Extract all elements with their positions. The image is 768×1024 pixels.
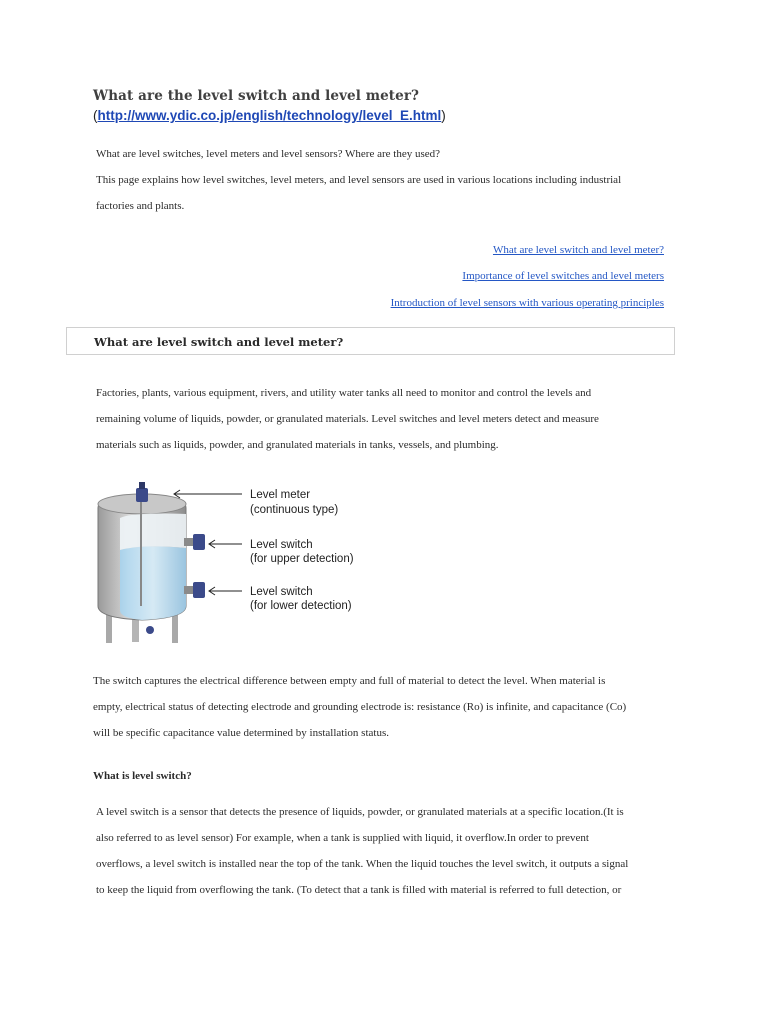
para1-line-1: Factories, plants, various equipment, rivers, and utility water tanks all need to monitor and control the levels and <box>96 387 592 399</box>
toc-link-introduction[interactable]: Introduction of level sensors with various operating principles <box>390 297 664 309</box>
para3-line-4: to keep the liquid from overflowing the tank. (To detect that a tank is filled with material is referred to full detection, or <box>96 884 622 896</box>
intro-line-1: What are level switches, level meters and level sensors? Where are they used? <box>96 148 441 160</box>
intro-line-3: factories and plants. <box>96 200 185 212</box>
para1-line-3: materials such as liquids, powder, and granulated materials in tanks, vessels, and plumbing. <box>96 439 499 451</box>
label-level-switch-upper: Level switch <box>250 539 313 551</box>
section-heading-box <box>66 327 675 355</box>
label-lower-detection: (for lower detection) <box>250 600 352 612</box>
para3-line-3: overflows, a level switch is installed near the top of the tank. When the liquid touches the level switch, it outputs a signal <box>96 858 629 870</box>
source-line <box>93 108 446 123</box>
label-upper-detection: (for upper detection) <box>250 553 354 565</box>
section-heading: What are level switch and level meter? <box>94 335 344 349</box>
para3-line-1: A level switch is a sensor that detects the presence of liquids, powder, or granulated materials at a specific location.(It is <box>96 806 624 818</box>
label-continuous-type: (continuous type) <box>250 504 339 516</box>
para2-line-1: The switch captures the electrical difference between empty and full of material to detect the level. When material is <box>93 675 606 687</box>
para3-line-2: also referred to as level sensor) For example, when a tank is supplied with liquid, it overflow.In order to prevent <box>96 832 589 844</box>
page-title: What are the level switch and level meter? <box>93 88 420 104</box>
source-open-paren: ( <box>93 108 98 123</box>
tank-illustration <box>98 482 205 643</box>
subheading-level-switch: What is level switch? <box>93 770 192 782</box>
toc-link-level-switch-meter[interactable]: What are level switch and level meter? <box>492 244 664 256</box>
toc-link-importance[interactable]: Importance of level switches and level meters <box>462 270 664 282</box>
para1-line-2: remaining volume of liquids, powder, or granulated materials. Level switches and level meters detect and measure <box>96 413 599 425</box>
label-level-switch-lower: Level switch <box>250 586 313 598</box>
label-level-meter: Level meter <box>250 489 311 501</box>
source-close-paren: ) <box>441 108 446 123</box>
intro-line-2: This page explains how level switches, level meters, and level sensors are used in various locations including industrial <box>96 174 622 186</box>
para2-line-3: will be specific capacitance value determined by installation status. <box>93 727 389 739</box>
para2-line-2: empty, electrical status of detecting electrode and grounding electrode is: resistance (Ro) is infinite, and capacitance (Co) <box>93 701 627 713</box>
source-link[interactable]: http://www.ydic.co.jp/english/technology/level_E.html <box>97 108 442 123</box>
tank-diagram <box>92 478 382 648</box>
